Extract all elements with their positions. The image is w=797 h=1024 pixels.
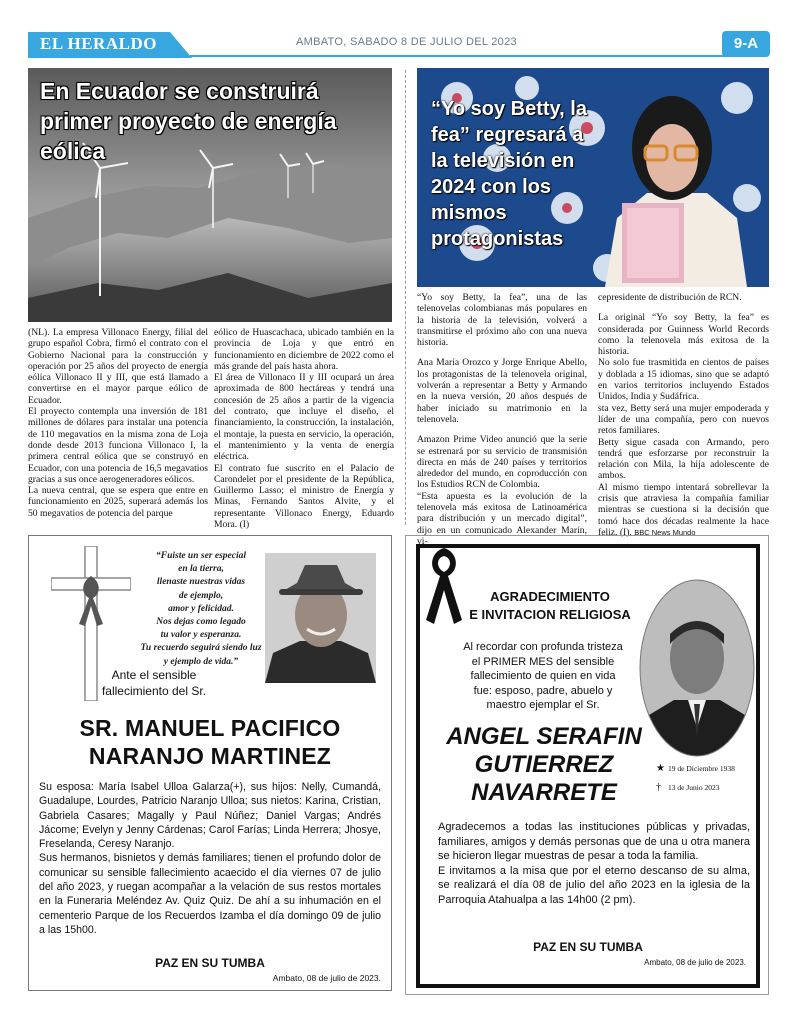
article-betty-column-1 <box>417 292 587 547</box>
paragraph: Ana María Orozco y Jorge Enrique Abello, los protagonistas de la telenovela original, volverán a representar a Betty y Armando en la nueva versión, 20 años después de haber iniciado su matrimonio en la telenovela. <box>417 357 587 425</box>
place-date: Ambato, 08 de julio de 2023. <box>644 958 746 967</box>
quote-line: y ejemplo de vida.” <box>163 656 239 667</box>
announcement-heading <box>450 588 650 624</box>
star-icon: ★ <box>656 763 665 774</box>
paragraph: No solo fue trasmitida en cientos de países y doblada a 15 idiomas, sino que se adaptó en varios territorios incluyendo Estados Unidos, India y Sudáfrica. <box>598 357 769 403</box>
paragraph: Betty sigue casada con Armando, pero tendrá que esforzarse por reconstruir la relación con Mila, la hija adolescente de ambos. <box>598 436 769 482</box>
quote-line: Tu recuerdo seguirá siendo luz <box>140 643 262 654</box>
gratitude-invitation-text <box>438 820 750 908</box>
name-line: SR. MANUEL PACIFICO <box>79 715 341 741</box>
quote-line: “Fuiste un ser especial <box>156 551 246 561</box>
deceased-photo-naranjo <box>265 553 376 683</box>
cross-icon: † <box>656 782 661 793</box>
paragraph: El área de Villonaco II y III ocupará un área aproximada de 800 hectáreas y tendrá una concesión de 25 años a partir de la vigencia del contrato, que incluye el diseño, el financiamiento, la construcción, la instalación, el montaje, la puesta en servicio, la operación, el mantenimiento y la venta de energía eléctrica. <box>214 372 394 463</box>
paragraph-text: Al mismo tiempo intentará sobrellevar la crisis que atraviesa la compañía familiar mientras se cuestiona si la decisión que tomó hace dos décadas realmente la hace feliz. (I). <box>598 481 769 538</box>
paragraph: (NL). La empresa Villonaco Energy, filial del grupo español Cobra, firmó el contrato con el Gobierno Nacional para la construcción y operación por 25 años del proyecto de energía eólica Villonaco II y III, que está llamado a convertirse en el mayor parque eólico de Ecuador. <box>28 327 208 406</box>
page-number: 9-A <box>722 31 770 57</box>
deceased-name <box>434 723 654 807</box>
paragraph: “Esta apuesta es la evolución de la telenovela más exitosa de Latinoamérica para distribución y un mercado digital”, dijo en un comunicado Alexander Marín, vi- <box>417 490 587 547</box>
name-line: NARANJO MARTINEZ <box>88 743 332 769</box>
announcement-intro <box>438 640 648 713</box>
obituary-gutierrez <box>405 535 769 995</box>
name-line: NAVARRETE <box>471 779 617 806</box>
place-date: Ambato, 08 de julio de 2023. <box>272 973 381 983</box>
intro-line: fallecimiento del Sr. <box>101 684 207 698</box>
birth-date <box>656 763 735 774</box>
wind-farm-photo <box>28 68 392 322</box>
closing-phrase: PAZ EN SU TUMBA <box>155 956 265 970</box>
intro-line: el PRIMER MES del sensible <box>471 655 615 668</box>
paragraph-gap <box>417 425 587 434</box>
quote-line: tu valor y esperanza. <box>160 630 242 641</box>
paragraph: eólico de Huascachaca, ubicado también en la provincia de Loja y que entró en funcionamiento en diciembre de 2022 como el más grande del país hasta ahora. <box>214 327 394 372</box>
death-date <box>656 782 719 793</box>
news-credit: BBC News Mundo <box>634 527 696 537</box>
newspaper-logo: EL HERALDO <box>40 34 157 53</box>
intro-line: fue: esposo, padre, abuelo y <box>473 684 613 697</box>
paragraph: El proyecto contempla una inversión de 181 millones de dólares para instalar una potencia de 110 megavatios en la misma zona de Loja donde desde 2013 funciona Villonaco I, la primera central eólica que se construyó en Ecuador, con una potencia de 16,5 megavatios gracias a sus once aerogeneradores eólicos. <box>28 406 208 485</box>
birth-date-text: 19 de Diciembre 1938 <box>668 764 735 773</box>
paragraph: La original “Yo soy Betty, la fea” es considerada por Guinness World Records como la telenovela más exitosa de la historia. <box>598 312 769 358</box>
paragraph: sta vez, Betty será una mujer empoderada y líder de una compañía, pero con nuevos retos familiares. <box>598 402 769 437</box>
betty-photo <box>417 68 769 287</box>
quote-line: llenaste nuestras vidas <box>156 577 246 588</box>
announcement-intro <box>29 667 279 699</box>
name-line: ANGEL SERAFIN <box>446 723 642 750</box>
family-announcement <box>39 780 381 937</box>
paragraph: La nueva central, que se espera que entre en funcionamiento en 2025, superará además los 50 megavatios de potencia del parque <box>28 485 208 519</box>
article-wind-column-2 <box>214 327 394 530</box>
elderly-man-portrait-image <box>265 553 376 683</box>
deceased-name <box>29 714 391 770</box>
quote-line: de ejemplo, <box>178 590 224 601</box>
article-wind-column-1 <box>28 327 208 519</box>
header-rule <box>190 55 730 57</box>
paragraph: Agradecemos a todas las instituciones públicas y privadas, familiares, amigos y demás personas que de una u otra manera se hicieron llegar muestras de pesar a toda la familia. <box>438 821 750 863</box>
paragraph-gap <box>417 348 587 357</box>
heading-line: E INVITACION RELIGIOSA <box>469 607 631 622</box>
paragraph: E invitamos a la misa que por el eterno descanso de su alma, se realizará el día 08 de julio del año 2023 en la iglesia de la Parroquia Atahualpa a las 14h00 (2 pm). <box>438 864 750 906</box>
memorial-quote <box>121 550 281 669</box>
paragraph: cepresidente de distribución de RCN. <box>598 292 742 303</box>
deceased-oval-portrait-image <box>638 578 756 758</box>
article-headline-wind-energy: En Ecuador se construirá primer proyecto de energía eólica <box>40 78 337 164</box>
article-betty-column-2 <box>598 292 769 538</box>
intro-line: Ante el sensible <box>111 668 197 682</box>
intro-line: maestro ejemplar el Sr. <box>486 699 600 712</box>
intro-line: fallecimiento de quien en vida <box>470 670 616 683</box>
paragraph-gap <box>598 303 769 312</box>
obituary-naranjo <box>28 535 392 991</box>
paragraph <box>598 482 769 538</box>
quote-line: en la tierra, <box>178 564 224 575</box>
paragraph: Amazon Prime Video anunció que la serie se estrenará por su servicio de transmisión directa en más de 240 países y territorios alrededor del mundo, en coproducción con los Estudios RCN de Colombia. <box>417 434 587 491</box>
issue-date: AMBATO, SABADO 8 DE JULIO DEL 2023 <box>296 36 517 48</box>
intro-line: Al recordar con profunda tristeza <box>463 641 623 653</box>
column-divider <box>405 70 406 525</box>
article-headline-betty: “Yo soy Betty, la fea” regresará a la televisión en 2024 con los mismos protagonistas <box>431 98 587 250</box>
name-line: GUTIERREZ <box>474 751 614 778</box>
paragraph: El contrato fue suscrito en el Palacio de Carondelet por el presidente de la República, Guillermo Lasso; el ministro de Energía y Minas, Fernando Santos Alvite, y el representante Villonaco Energy, Eduardo Mora. (I) <box>214 462 394 531</box>
black-border-frame <box>416 544 760 988</box>
quote-line: Nos dejas como legado <box>156 617 246 628</box>
paragraph: Su esposa: María Isabel Ulloa Galarza(+), sus hijos: Nelly, Cumandá, Guadalupe, Lourdes, Patricio Naranjo Ulloa; sus nietos: Karina, Cristian, Gabriela Casares; Magally y Paul Núñez; Daniel Vargas; Andrés Jácome; Evelyn y Jenny Cárdenas; Carol Farías; Linda Herrera; Jhosye, Freselanda, Ceresy Naranjo. <box>39 781 381 851</box>
closing-phrase: PAZ EN SU TUMBA <box>533 940 643 954</box>
paragraph: “Yo soy Betty, la fea”, una de las telenovelas colombianas más populares en la historia de la televisión, volverá a transmitirse el próximo año con una nueva historia. <box>417 292 587 349</box>
heading-line: AGRADECIMIENTO <box>490 589 610 604</box>
paragraph: Sus hermanos, bisnietos y demás familiares; tienen el profundo dolor de comunicar su sensible fallecimiento acaecido el día viernes 07 de julio del año 2023, y ruegan acompañar a la velación de sus restos mortales en la Funeraria Meléndez Av. Quiz Quiz. De ahí a su inhumación en el cementerio Parque de los Recuerdos Izamba el día domingo 09 de julio a las 15h00. <box>39 852 381 936</box>
quote-line: amor y felicidad. <box>168 603 234 614</box>
page-header <box>0 0 797 62</box>
death-date-text: 13 de Junio 2023 <box>668 783 720 792</box>
